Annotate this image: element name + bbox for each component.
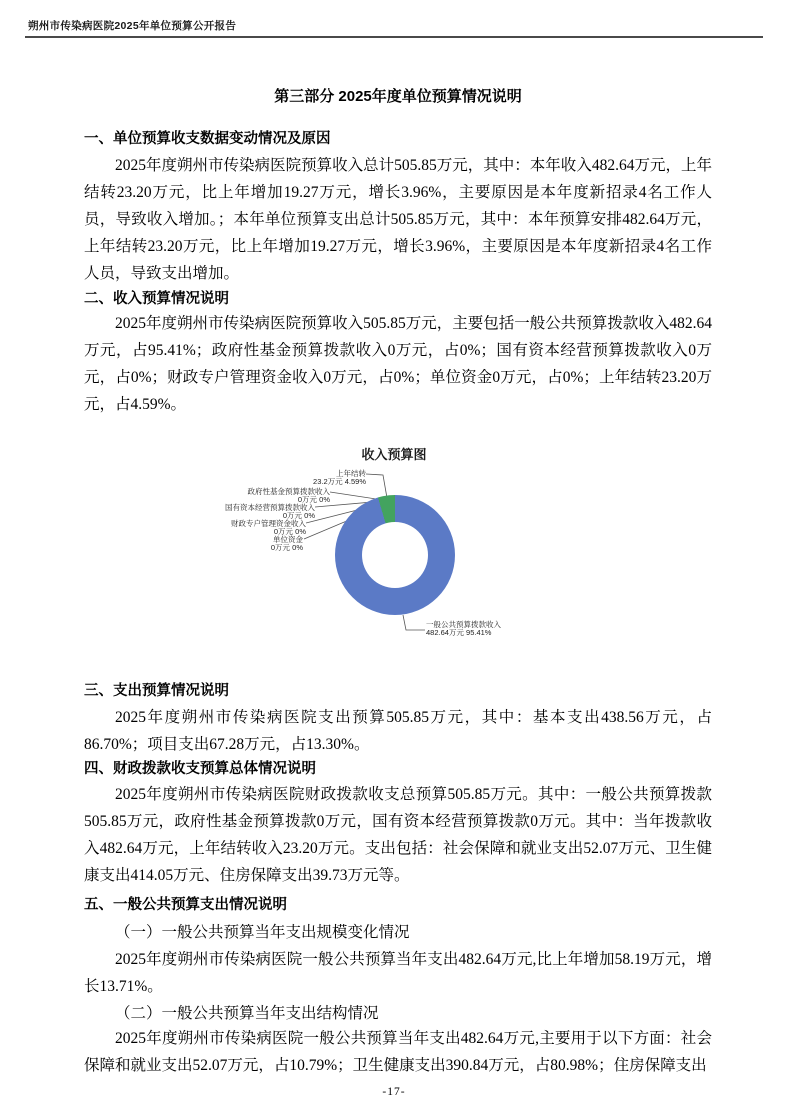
section-1-heading: 一、单位预算收支数据变动情况及原因: [84, 131, 331, 147]
section-5-sub-1-paragraph: 2025年度朔州市传染病医院一般公共预算当年支出482.64万元,比上年增加58.19万元，增长13.71%。: [84, 951, 712, 995]
chart-title: 收入预算图: [361, 447, 427, 462]
section-4-paragraph: 2025年度朔州市传染病医院财政拨款收支总预算505.85万元。其中：一般公共预算拨款505.85万元，政府性基金预算拨款0万元，国有资本经营预算拨款0万元。其中：当年拨款收入482.64万元，上年结转收入23.20万元。支出包括：社会保障和就业支出52.07万元、卫生健康支出414.05万元、住房保障支出39.73万元等。: [84, 786, 712, 884]
section-3-paragraph: 2025年度朔州市传染病医院支出预算505.85万元，其中：基本支出438.56万元，占86.70%；项目支出67.28万元，占13.30%。: [84, 709, 712, 753]
section-5-heading: 五、一般公共预算支出情况说明: [84, 897, 287, 913]
section-1-paragraph: 2025年度朔州市传染病医院预算收入总计505.85万元，其中：本年收入482.64万元，上年结转23.20万元，比上年增加19.27万元，增长3.96%，主要原因是本年度新招录4名工作人员，导致收入增加。；本年单位预算支出总计505.85万元，其中：本年预算安排482.64万元，上年结转23.20万元，比上年增加19.27万元，增长3.96%，主要原因是本年度新招录4名工作人员，导致支出增加。: [84, 157, 712, 282]
section-4-heading: 四、财政拨款收支预算总体情况说明: [84, 761, 316, 777]
chart-label-general-public: 一般公共预算拨款收入 482.64万元 95.41%: [426, 620, 501, 637]
chart-label-unit-funds: 单位资金 0万元 0%: [270, 535, 303, 552]
chart-label-gov-fund: 政府性基金预算拨款收入 0万元 0%: [247, 487, 330, 504]
section-2-paragraph: 2025年度朔州市传染病医院预算收入505.85万元，主要包括一般公共预算拨款收入482.64万元，占95.41%；政府性基金预算拨款收入0万元，占0%；国有资本经营预算拨款收入0万元，占0%；财政专户管理资金收入0万元，占0%；单位资金0万元，占0%；上年结转23.20万元，占4.59%。: [84, 315, 712, 413]
section-5-sub-2-paragraph: 2025年度朔州市传染病医院一般公共预算当年支出482.64万元,主要用于以下方面：社会保障和就业支出52.07万元，占10.79%；卫生健康支出390.84万元，占80.98%；住房保障支出: [84, 1030, 712, 1074]
donut-ring: [335, 495, 455, 615]
section-2-heading: 二、收入预算情况说明: [84, 291, 229, 307]
page-title: 第三部分 2025年度单位预算情况说明: [274, 88, 522, 105]
page-number: -17-: [382, 1086, 406, 1098]
chart-label-state-capital: 国有资本经营预算拨款收入 0万元 0%: [225, 503, 315, 520]
income-budget-chart: [0, 432, 788, 677]
document-header: 朔州市传染病医院2025年单位预算公开报告: [28, 20, 237, 32]
section-5-sub-1-heading: （一）一般公共预算当年支出规模变化情况: [115, 924, 410, 941]
section-5-sub-2-heading: （二）一般公共预算当年支出结构情况: [115, 1005, 379, 1022]
header-rule: [25, 36, 763, 38]
chart-label-fiscal-account: 财政专户管理资金收入 0万元 0%: [231, 519, 306, 536]
donut-hole: [362, 522, 428, 588]
chart-label-carryover: 上年结转 23.2万元 4.59%: [313, 469, 366, 486]
section-3-heading: 三、支出预算情况说明: [84, 683, 229, 699]
